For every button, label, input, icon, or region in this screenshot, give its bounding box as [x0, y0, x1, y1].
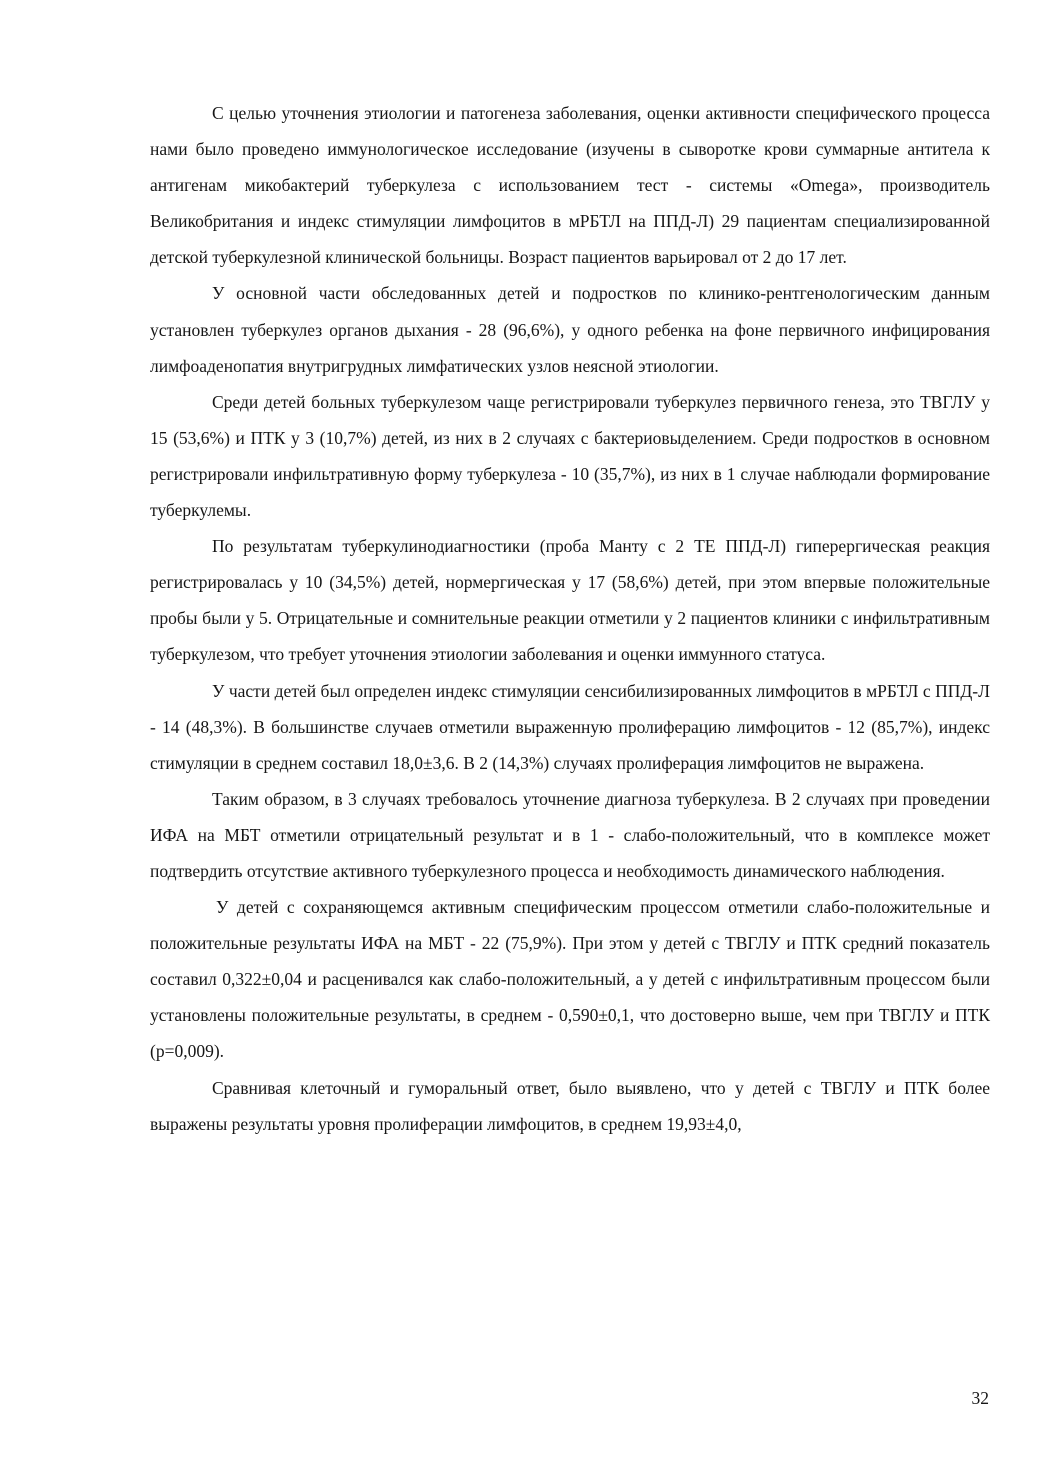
paragraph-tuberculin-diagnostics: По результатам туберкулинодиагностики (проба Манту с 2 ТЕ ППД-Л) гиперергическая реакция регистрировалась у 10 (34,5%) детей, нормергическая у 17 (58,6%) детей, при этом впервые положительные пробы были у 5. Отрицательные и сомнительные реакции отметили у 2 пациентов клиники с инфильтративным туберкулезом, что требует уточнения этиологии заболевания и оценки иммунного статуса. [150, 536, 990, 665]
paragraph-diagnosis-distribution: У основной части обследованных детей и подростков по клинико-рентгенологическим данным установлен туберкулез органов дыхания - 28 (96,6%), у одного ребенка на фоне первичного инфицирования лимфоаденопатия внутригрудных лимфатических узлов неясной этиологии. [150, 283, 990, 376]
paragraph-cellular-humoral-comparison: Сравнивая клеточный и гуморальный ответ, было выявлено, что у детей с ТВГЛУ и ПТК более выражены результаты уровня пролиферации лимфоцитов, в среднем 19,93±4,0, [150, 1077, 990, 1134]
page-number: 32 [971, 1388, 989, 1408]
body-text [150, 95, 990, 1142]
paragraph-lymphocyte-stimulation: У части детей был определен индекс стимуляции сенсибилизированных лимфоцитов в мРБТЛ с ППД-Л - 14 (48,3%). В большинстве случаев отметили выраженную пролиферацию лимфоцитов - 12 (85,7%), индекс стимуляции в среднем составил 18,0±3,6. В 2 (14,3%) случаях пролиферация лимфоцитов не выражена. [150, 680, 990, 773]
paragraph-active-process: У детей с сохраняющемся активным специфическим процессом отметили слабо-положительные и положительные результаты ИФА на МБТ - 22 (75,9%). При этом у детей с ТВГЛУ и ПТК средний показатель составил 0,322±0,04 и расценивался как слабо-положительный, а у детей с инфильтративным процессом были установлены положительные результаты, в среднем - 0,590±0,1, что достоверно выше, чем при ТВГЛУ и ПТК (р=0,009). [150, 897, 990, 1062]
paragraph-primary-tuberculosis: Среди детей больных туберкулезом чаще регистрировали туберкулез первичного генеза, это ТВГЛУ у 15 (53,6%) и ПТК у 3 (10,7%) детей, из них в 2 случаях с бактериовыделением. Среди подростков в основном регистрировали инфильтративную форму туберкулеза - 10 (35,7%), из них в 1 случае наблюдали формирование туберкулемы. [150, 391, 990, 521]
paragraph-diagnosis-clarification: Таким образом, в 3 случаях требовалось уточнение диагноза туберкулеза. В 2 случаях при проведении ИФА на МБТ отметили отрицательный результат и в 1 - слабо-положительный, что в комплексе может подтвердить отсутствие активного туберкулезного процесса и необходимость динамического наблюдения. [150, 788, 990, 881]
paragraph-study-design: С целью уточнения этиологии и патогенеза заболевания, оценки активности специфического процесса нами было проведено иммунологическое исследование (изучены в сыворотке крови суммарные антитела к антигенам микобактерий туберкулеза с использованием тест - системы «Omega», производитель Великобритания и индекс стимуляции лимфоцитов в мРБТЛ на ППД-Л) 29 пациентам специализированной детской туберкулезной клинической больницы. Возраст пациентов варьировал от 2 до 17 лет. [150, 103, 990, 268]
